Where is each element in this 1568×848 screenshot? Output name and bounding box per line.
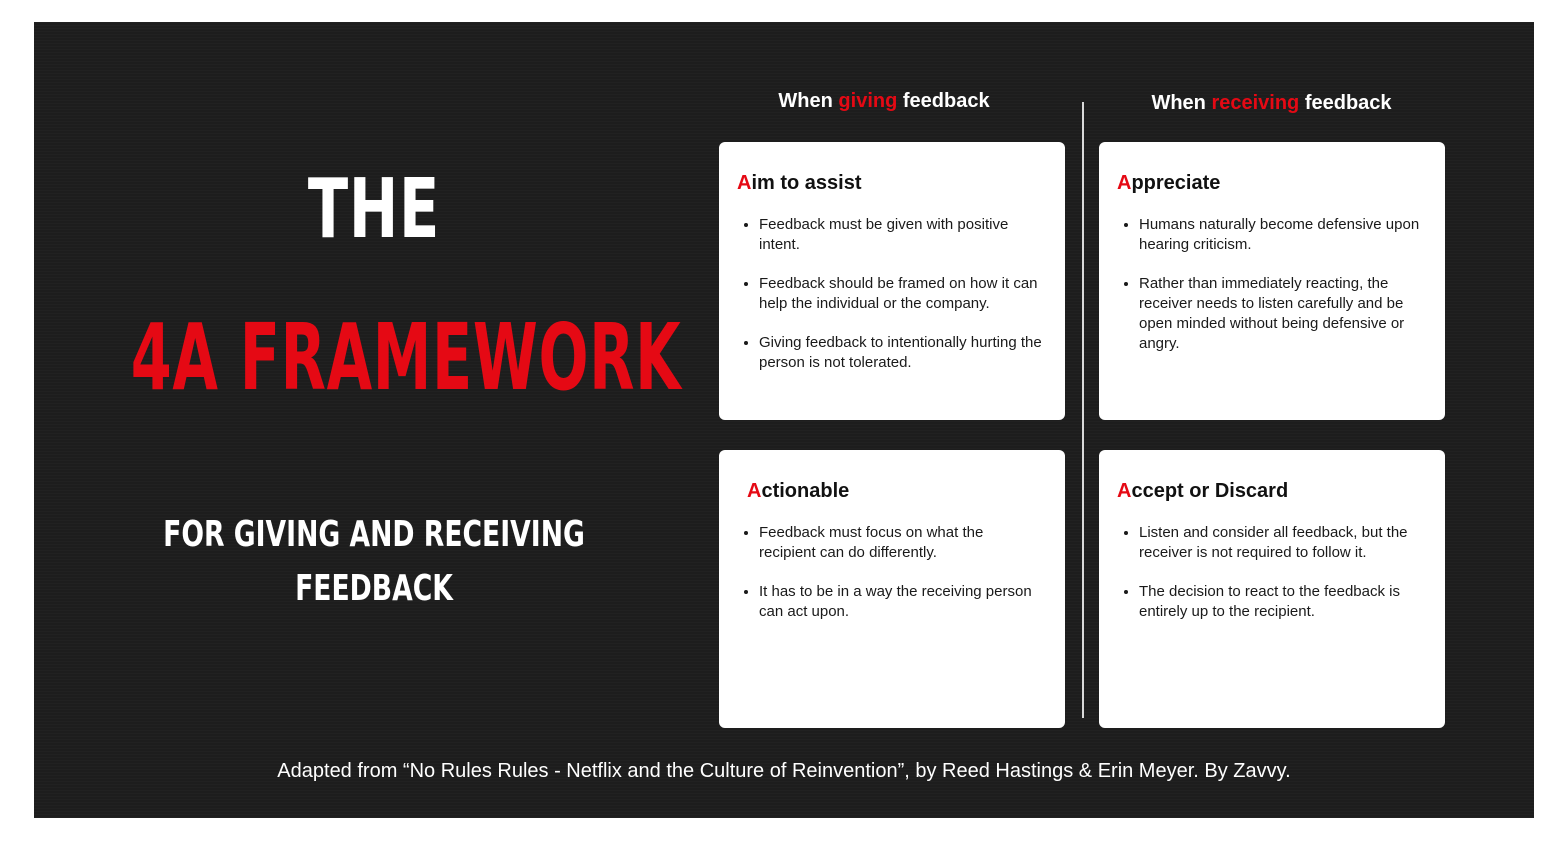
card-appreciate	[1099, 142, 1445, 420]
source-attribution: Adapted from “No Rules Rules - Netflix and the Culture of Reinvention”, by Reed Hastings & Erin Meyer. By Zavvy.	[277, 760, 1291, 782]
card-title	[1117, 172, 1423, 195]
card-bullet: • Rather than immediately reacting, the receiver needs to listen carefully and be open minded without being defensive or angry.	[1139, 274, 1423, 354]
card-title-initial: A	[747, 480, 762, 502]
card-bullet-list	[1117, 215, 1423, 354]
infographic-panel	[34, 22, 1534, 818]
card-bullet-list	[737, 523, 1043, 622]
card-bullet: • Giving feedback to intentionally hurting the person is not tolerated.	[759, 333, 1043, 373]
card-bullet-list	[737, 215, 1043, 373]
card-accept-or-discard	[1099, 450, 1445, 728]
heading-accent: giving	[838, 90, 898, 112]
title-the: THE	[307, 162, 441, 257]
card-bullet: • It has to be in a way the receiving person can act upon.	[759, 582, 1043, 622]
card-bullet: • Humans naturally become defensive upon hearing criticism.	[1139, 215, 1423, 255]
card-bullet: • Listen and consider all feedback, but the receiver is not required to follow it.	[1139, 523, 1423, 563]
heading-prefix: When	[778, 90, 839, 112]
subtitle-line-2: FEEDBACK	[295, 568, 453, 609]
heading-prefix: When	[1151, 92, 1212, 114]
card-title-rest: im to assist	[751, 172, 862, 194]
card-bullet: • The decision to react to the feedback is entirely up to the recipient.	[1139, 582, 1423, 622]
card-title	[1117, 480, 1423, 503]
card-title-initial: A	[1117, 480, 1132, 502]
card-bullet-list	[1117, 523, 1423, 622]
card-bullet: • Feedback must be given with positive intent.	[759, 215, 1043, 255]
column-divider	[1082, 102, 1084, 718]
subtitle	[152, 508, 596, 616]
card-title	[737, 480, 1043, 503]
card-title-rest: ctionable	[761, 480, 850, 502]
card-aim-to-assist	[719, 142, 1065, 420]
heading-suffix: feedback	[1299, 92, 1392, 114]
card-bullet: • Feedback must focus on what the recipient can do differently.	[759, 523, 1043, 563]
column-heading-giving	[719, 90, 1049, 113]
column-heading-receiving	[1099, 92, 1444, 115]
card-actionable	[719, 450, 1065, 728]
card-bullet: • Feedback should be framed on how it can help the individual or the company.	[759, 274, 1043, 314]
subtitle-line-1: FOR GIVING AND RECEIVING	[163, 514, 585, 555]
card-title-initial: A	[737, 172, 752, 194]
heading-suffix: feedback	[897, 90, 990, 112]
title-4a-framework: 4A FRAMEWORK	[130, 304, 682, 411]
card-title-rest: ppreciate	[1131, 172, 1221, 194]
card-title-rest: ccept or Discard	[1131, 480, 1289, 502]
heading-accent: receiving	[1211, 92, 1300, 114]
card-title-initial: A	[1117, 172, 1132, 194]
card-title	[737, 172, 1043, 195]
